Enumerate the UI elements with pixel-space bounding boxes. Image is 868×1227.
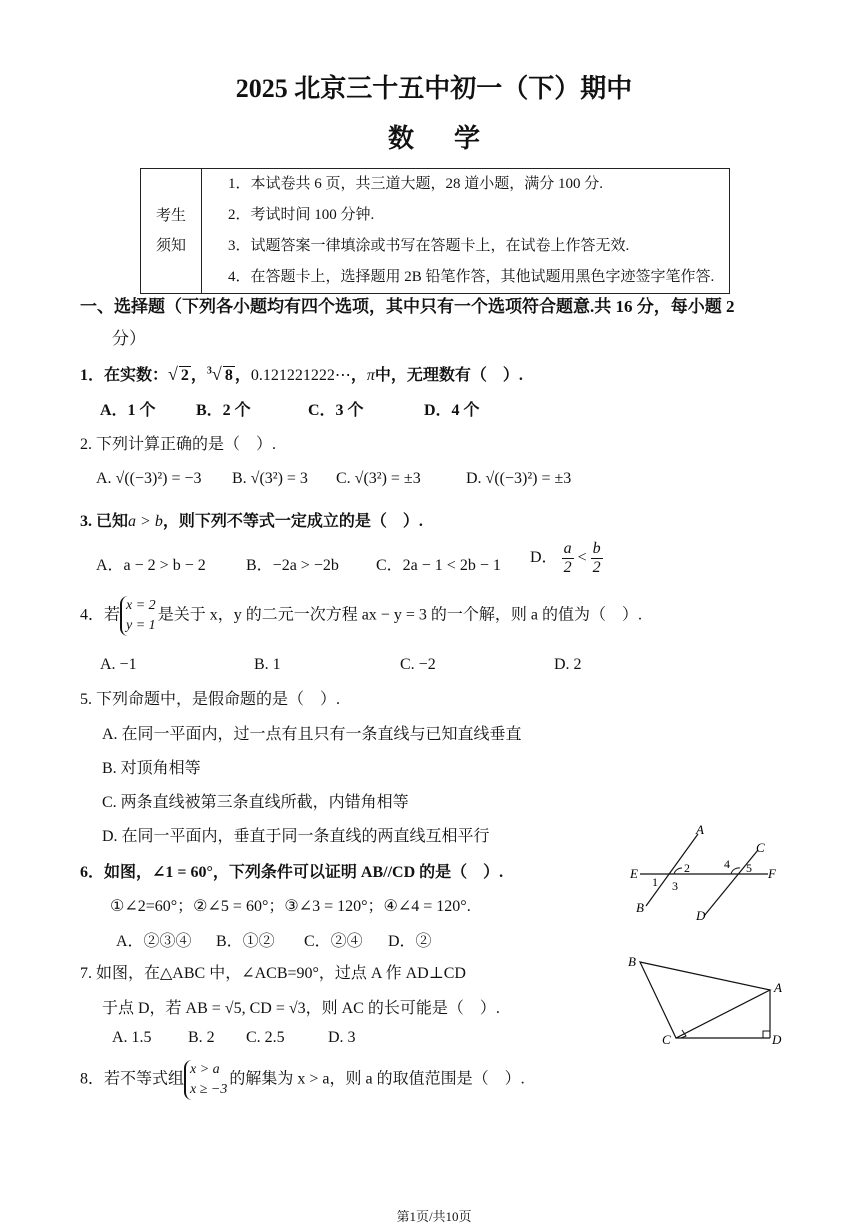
question-1: 1．在实数：√ 2 ，$^3$√ 8 ，0.121221222⋯，π中，无理数有（ ）. xyxy=(80,364,523,384)
line-cd xyxy=(704,850,758,916)
q1-option-a[interactable]: A．1 个 xyxy=(100,402,156,419)
triangle-abc xyxy=(640,962,770,1038)
question-8: 8．若不等式组 x > a x ≥ −3 的解集为 x > a，则 a 的取值范围是（ ）. xyxy=(80,1060,525,1100)
q6-conditions: ①∠2=60°；②∠5 = 60°；③∠3 = 120°；④∠4 = 120°. xyxy=(110,898,471,915)
q2-option-b[interactable]: B. √(3²) = 3 xyxy=(232,470,308,487)
q2-option-c[interactable]: C. √(3²) = ±3 xyxy=(336,470,421,487)
q4-option-b[interactable]: B. 1 xyxy=(254,656,281,673)
exam-title: 2025 北京三十五中初一（下）期中 xyxy=(235,74,633,103)
q5-option-c[interactable]: C. 两条直线被第三条直线所截，内错角相等 xyxy=(102,794,409,811)
q5-option-a[interactable]: A. 在同一平面内，过一点有且只有一条直线与已知直线垂直 xyxy=(102,726,522,743)
line-ab xyxy=(646,834,698,906)
q7-option-c[interactable]: C. 2.5 xyxy=(246,1029,285,1046)
label-d: D xyxy=(772,1032,782,1047)
q2-option-a[interactable]: A. √((−3)²) = −3 xyxy=(96,470,202,487)
notice-item: 4．在答题卡上，选择题用 2B 铅笔作答，其他试题用黑色字迹签字笔作答. xyxy=(202,262,730,294)
label-a: A xyxy=(696,824,704,837)
notice-item: 1．本试卷共 6 页，共三道大题，28 道小题，满分 100 分. xyxy=(202,169,730,201)
q7-option-a[interactable]: A. 1.5 xyxy=(112,1029,152,1046)
q6-option-a[interactable]: A．②③④ xyxy=(116,933,192,950)
question-4: 4．若 x = 2 y = 1 是关于 x，y 的二元一次方程 ax − y = 3 的一个解，则 a 的值为（ ）. xyxy=(80,596,642,636)
parallel-lines-figure xyxy=(626,824,786,924)
angle-label-1: 1 xyxy=(652,875,658,889)
q6-option-c[interactable]: C．②④ xyxy=(304,933,363,950)
label-a: A xyxy=(774,980,782,995)
angle-label-4: 4 xyxy=(724,857,730,871)
section-heading-cont: 分） xyxy=(112,329,146,348)
label-b: B xyxy=(636,900,644,915)
q7-option-d[interactable]: D. 3 xyxy=(328,1029,356,1046)
question-5: 5. 下列命题中，是假命题的是（ ）. xyxy=(80,691,341,708)
q5-option-b[interactable]: B. 对顶角相等 xyxy=(102,760,201,777)
label-c: C xyxy=(662,1032,671,1047)
question-7-cont: 于点 D，若 AB = √5, CD = √3，则 AC 的长可能是（ ）. xyxy=(102,1000,500,1017)
label-e: E xyxy=(630,866,638,881)
equation-system: x = 2 y = 1 xyxy=(120,596,156,636)
q3-option-c[interactable]: C．2a − 1 < 2b − 1 xyxy=(376,557,501,574)
q1-option-b[interactable]: B．2 个 xyxy=(196,402,251,419)
angle-label-3: 3 xyxy=(672,879,678,893)
q2-option-d[interactable]: D. √((−3)²) = ±3 xyxy=(466,470,572,487)
q6-option-d[interactable]: D．② xyxy=(388,933,432,950)
right-triangle-figure xyxy=(624,950,794,1050)
fraction: $\frac{b}{2}$ xyxy=(592,540,601,576)
fraction: $\frac{a}{2}$ xyxy=(563,540,572,576)
right-angle-mark xyxy=(763,1031,770,1038)
q1-option-d[interactable]: D．4 个 xyxy=(424,402,480,419)
notice-table xyxy=(140,168,730,294)
angle-label-2: 2 xyxy=(684,861,690,875)
notice-item: 2．考试时间 100 分钟. xyxy=(202,200,730,231)
angle-label-5: 5 xyxy=(746,861,752,875)
q5-option-d[interactable]: D. 在同一平面内，垂直于同一条直线的两直线互相平行 xyxy=(102,828,490,845)
q4-option-a[interactable]: A. −1 xyxy=(100,656,137,673)
q7-option-b[interactable]: B. 2 xyxy=(188,1029,215,1046)
q4-option-c[interactable]: C. −2 xyxy=(400,656,436,673)
notice-label: 考生 须知 xyxy=(141,169,202,294)
inequality-system: x > a x ≥ −3 xyxy=(184,1060,227,1100)
q3-option-b[interactable]: B．−2a > −2b xyxy=(246,557,339,574)
question-7: 7. 如图，在△ABC 中，∠ACB=90°，过点 A 作 AD⊥CD xyxy=(80,965,466,982)
section-heading: 一、选择题（下列各小题均有四个选项，其中只有一个选项符合题意.共 16 分，每小题 2 xyxy=(80,297,735,316)
q3-option-d[interactable]: D． $\frac{a}{2}$ < $\frac{b}{2}$ xyxy=(530,540,601,576)
subject-title: 数学 xyxy=(387,124,520,153)
q4-option-d[interactable]: D. 2 xyxy=(554,656,582,673)
q6-option-b[interactable]: B．①② xyxy=(216,933,275,950)
q3-option-a[interactable]: A．a − 2 > b − 2 xyxy=(96,557,206,574)
page-number: 第1页/共10页 xyxy=(396,1209,472,1224)
label-f: F xyxy=(768,866,776,881)
q1-option-c[interactable]: C．3 个 xyxy=(308,402,364,419)
angle-arc xyxy=(674,868,682,874)
question-3: 3. 已知a > b，则下列不等式一定成立的是（ ）. xyxy=(80,513,423,530)
question-2: 2. 下列计算正确的是（ ）. xyxy=(80,436,277,453)
label-d: D xyxy=(696,908,706,923)
label-b: B xyxy=(628,954,636,969)
notice-item: 3．试题答案一律填涂或书写在答题卡上，在试卷上作答无效. xyxy=(202,231,730,262)
question-6: 6．如图，∠1 = 60°，下列条件可以证明 AB//CD 的是（ ）. xyxy=(80,864,504,881)
label-c: C xyxy=(756,840,765,855)
